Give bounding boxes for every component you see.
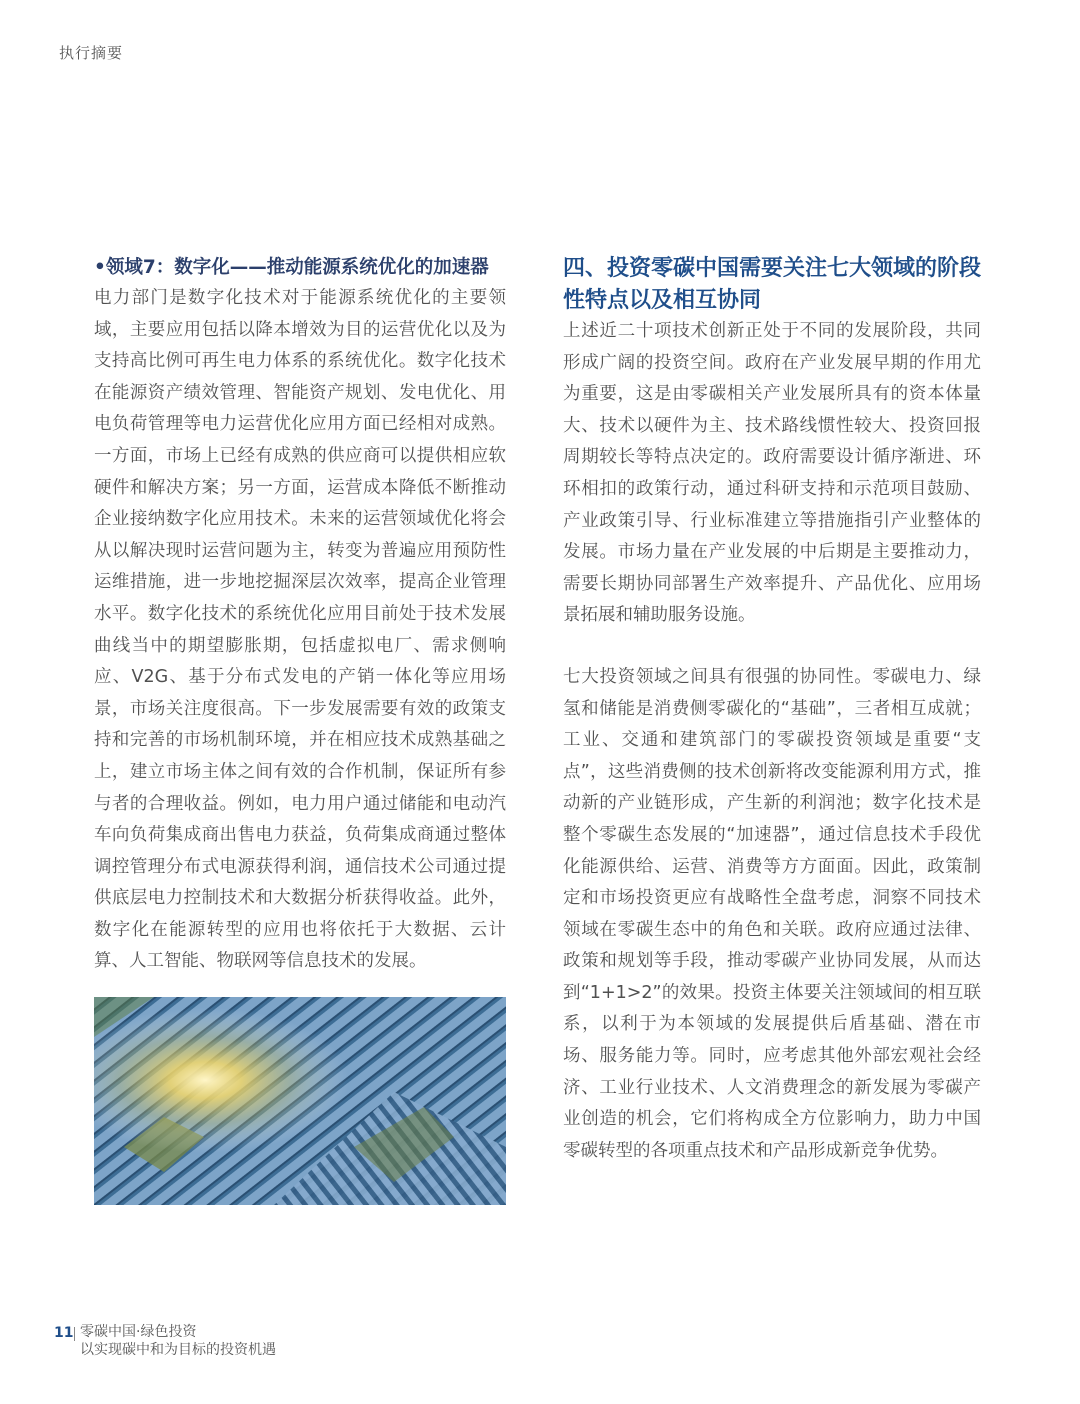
left-column — [94, 255, 506, 978]
page-number: 11 — [54, 1325, 74, 1341]
footer-title-line1: 零碳中国·绿色投资 — [80, 1324, 197, 1340]
left-body-paragraph: 电力部门是数字化技术对于能源系统优化的主要领域，主要应用包括以降本增效为目的运营优化以及为支持高比例可再生电力体系的系统优化。数字化技术在能源资产绩效管理、智能资产规划、发电优化、用电负荷管理等电力运营优化应用方面已经相对成熟。一方面，市场上已经有成熟的供应商可以提供相应软硬件和解决方案；另一方面，运营成本降低不断推动企业接纳数字化应用技术。未来的运营领域优化将会从以解决现时运营问题为主，转变为普遍应用预防性运维措施，进一步地挖掘深层次效率，提高企业管理水平。数字化技术的系统优化应用目前处于技术发展曲线当中的期望膨胀期，包括虚拟电厂、需求侧响应、V2G、基于分布式发电的产销一体化等应用场景，市场关注度很高。下一步发展需要有效的政策支持和完善的市场机制环境，并在相应技术成熟基础之上，建立市场主体之间有效的合作机制，保证所有参与者的合理收益。例如，电力用户通过储能和电动汽车向负荷集成商出售电力获益，负荷集成商通过整体调控管理分布式电源获得利润，通信技术公司通过提供底层电力控制技术和大数据分析获得收益。此外，数字化在能源转型的应用也将依托于大数据、云计算、人工智能、物联网等信息技术的发展。 — [94, 288, 506, 972]
footer-title — [80, 1323, 276, 1359]
right-paragraph-2: 七大投资领域之间具有很强的协同性。零碳电力、绿氢和储能是消费侧零碳化的“基础”，三者相互成就；工业、交通和建筑部门的零碳投资领域是重要“支点”，这些消费侧的技术创新将改变能源利用方式，推动新的产业链形成，产生新的利润池；数字化技术是整个零碳生态发展的“加速器”，通过信息技术手段优化能源供给、运营、消费等方方面面。因此，政策制定和市场投资更应有战略性全盘考虑，洞察不同技术领域在零碳生态中的角色和关联。政府应通过法律、政策和规划等手段，推动零碳产业协同发展，从而达到“1+1>2”的效果。投资主体要关注领域间的相互联系，以利于为本领域的发展提供后盾基础、潜在市场、服务能力等。同时，应考虑其他外部宏观社会经济、工业行业技术、人文消费理念的新发展为零碳产业创造的机会，它们将构成全方位影响力，助力中国零碳转型的各项重点技术和产品形成新竞争优势。 — [563, 666, 981, 1161]
footer-divider — [74, 1327, 75, 1341]
bullet: • — [94, 257, 106, 278]
right-column — [563, 316, 981, 1167]
subsection-heading-text: 领域7：数字化——推动能源系统优化的加速器 — [105, 257, 489, 278]
solar-farm-photo — [94, 997, 506, 1205]
right-paragraph-1: 上述近二十项技术创新正处于不同的发展阶段，共同形成广阔的投资空间。政府在产业发展早期的作用尤为重要，这是由零碳相关产业发展所具有的资本体量大、技术以硬件为主、技术路线惯性较大、投资回报周期较长等特点决定的。政府需要设计循序渐进、环环相扣的政策行动，通过科研支持和示范项目鼓励、产业政策引导、行业标准建立等措施指引产业整体的发展。市场力量在产业发展的中后期是主要推动力，需要长期协同部署生产效率提升、产品优化、应用场景拓展和辅助服务设施。 — [563, 321, 981, 626]
subsection-heading — [94, 255, 506, 281]
chapter-heading: 四、投资零碳中国需要关注七大领域的阶段性特点以及相互协同 — [563, 256, 982, 313]
section-label: 执行摘要 — [59, 44, 124, 62]
footer-title-line2: 以实现碳中和为目标的投资机遇 — [80, 1342, 276, 1358]
